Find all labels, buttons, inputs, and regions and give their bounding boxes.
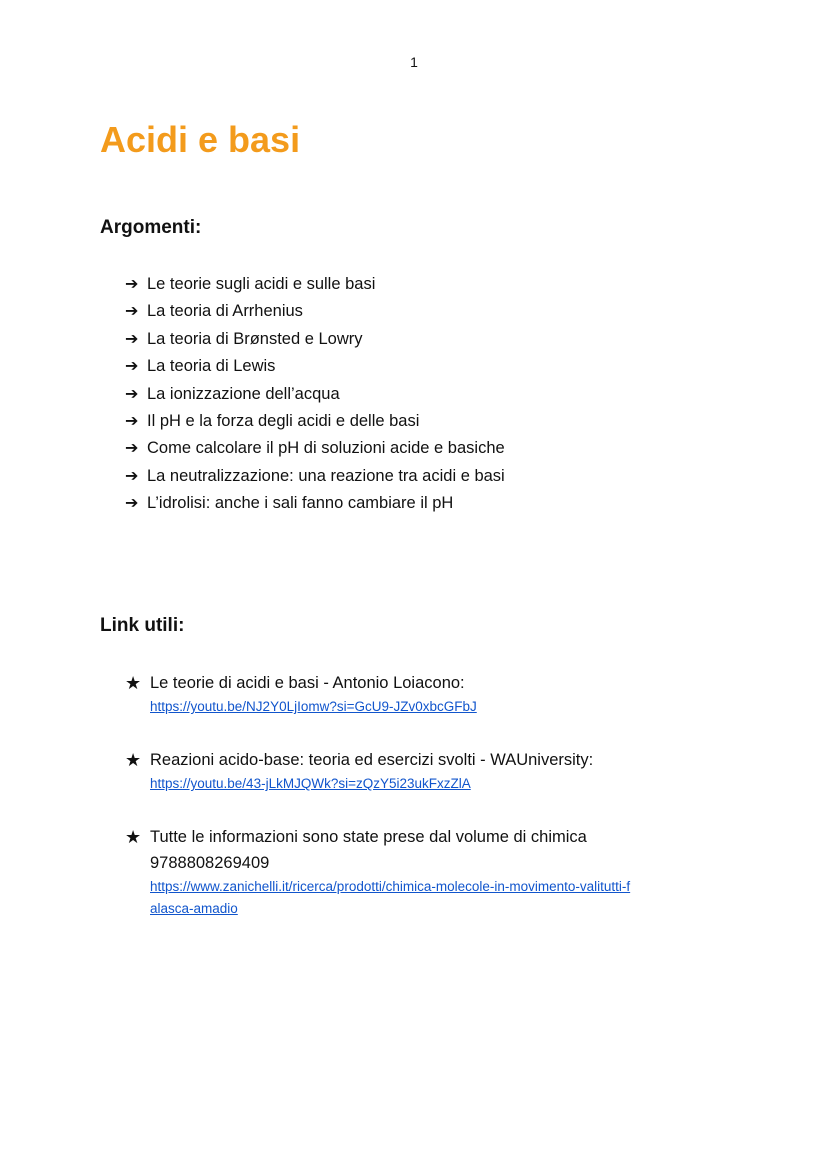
topic-item-text: La teoria di Brønsted e Lowry [147,329,363,348]
topic-item [125,326,505,353]
arrow-right-icon: ➔ [125,467,139,485]
topic-item-text: La ionizzazione dell’acqua [147,384,340,403]
topic-item [125,463,505,490]
link-entry-loiacono [125,670,745,718]
topic-item [125,408,505,435]
arrow-right-icon: ➔ [125,385,139,403]
page-title: Acidi e basi [100,119,301,160]
link-entry-zanichelli [125,824,745,920]
topic-item [125,381,505,408]
page-number: 1 [410,54,418,70]
link-entry-text: Reazioni acido-base: teoria ed esercizi svolti - WAUniversity: [150,751,594,769]
topic-item-text: La neutralizzazione: una reazione tra acidi e basi [147,466,505,485]
topic-item-text: La teoria di Arrhenius [147,302,303,321]
arrow-right-icon: ➔ [125,495,139,513]
zanichelli-link-line-2[interactable]: alasca-amadio [150,901,238,916]
topic-item-text: L’idrolisi: anche i sali fanno cambiare il pH [147,494,454,513]
topics-heading: Argomenti: [100,217,202,238]
arrow-right-icon: ➔ [125,358,139,376]
topic-list [125,271,505,518]
topic-item-text: Il pH e la forza degli acidi e delle basi [147,411,420,430]
link-entry-text: Le teorie di acidi e basi - Antonio Loiacono: [150,674,465,692]
arrow-right-icon: ➔ [125,412,139,430]
arrow-right-icon: ➔ [125,276,139,293]
youtube-link-loiacono[interactable]: https://youtu.be/NJ2Y0LjIomw?si=GcU9-JZv0xbcGFbJ [150,699,477,714]
topic-item [125,271,505,298]
isbn-text: 9788808269409 [150,854,270,872]
star-icon: ★ [125,827,142,847]
topic-item-text: Come calcolare il pH di soluzioni acide e basiche [147,439,505,458]
topic-item-text: Le teorie sugli acidi e sulle basi [147,275,376,293]
arrow-right-icon: ➔ [125,303,139,321]
topic-item [125,298,505,325]
star-icon: ★ [125,750,142,770]
zanichelli-link-line-1[interactable]: https://www.zanichelli.it/ricerca/prodotti/chimica-molecole-in-movimento-valitutti-f [150,879,631,894]
link-entry-text: Tutte le informazioni sono state prese dal volume di chimica [150,828,587,846]
arrow-right-icon: ➔ [125,330,139,348]
arrow-right-icon: ➔ [125,440,139,458]
topic-item-text: La teoria di Lewis [147,357,276,376]
topic-item [125,353,505,380]
link-entry-wauniversity [125,747,745,795]
links-heading: Link utili: [100,615,185,636]
topic-item [125,490,505,517]
topic-item [125,435,505,462]
star-icon: ★ [125,673,142,693]
youtube-link-wauniversity[interactable]: https://youtu.be/43-jLkMJQWk?si=zQzY5i23ukFxzZlA [150,776,471,791]
